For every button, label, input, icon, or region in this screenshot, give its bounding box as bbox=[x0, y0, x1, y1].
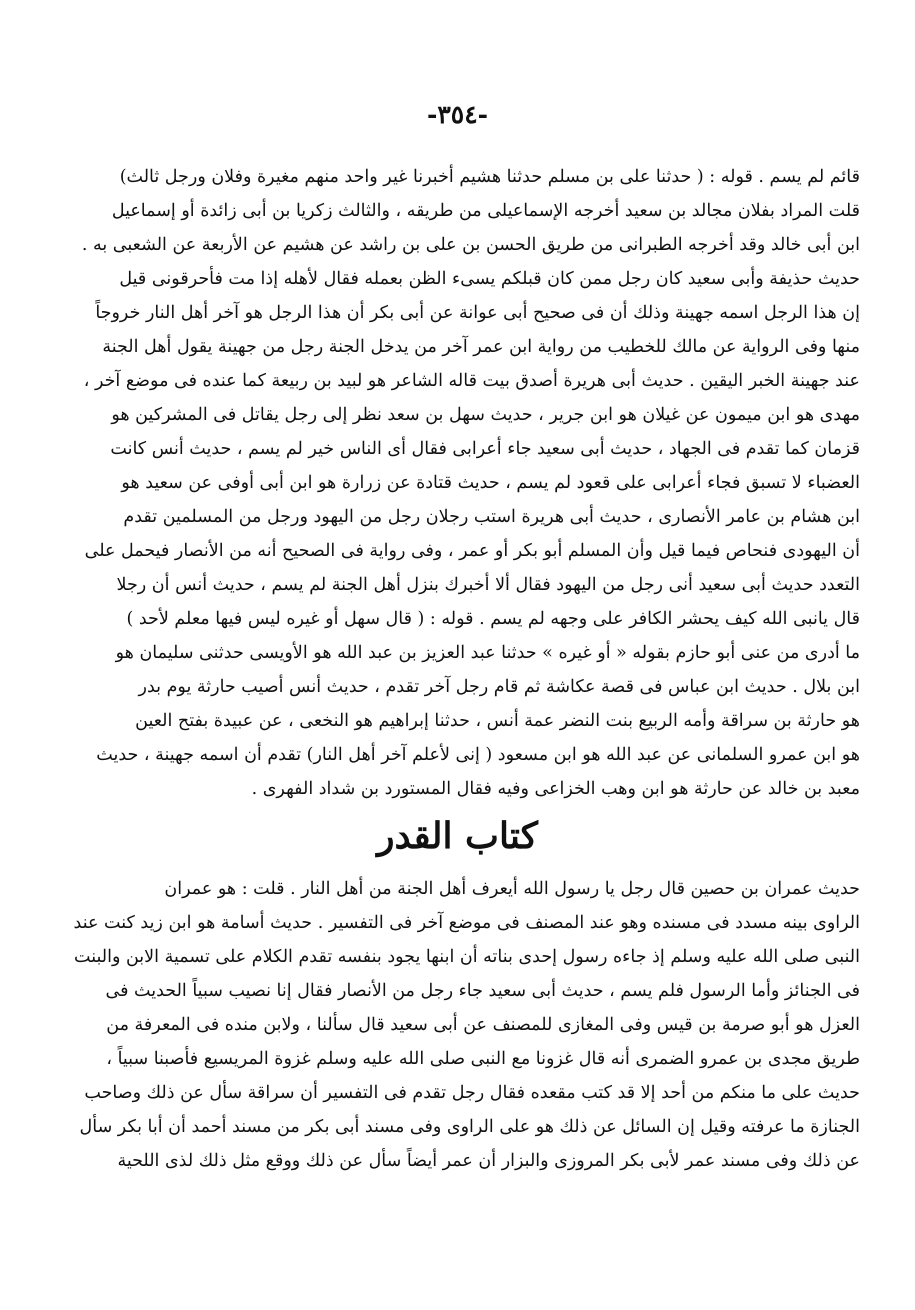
text-line: قلت المراد بفلان مجالد بن سعيد أخرجه الإسماعيلى من طريقه ، والثالث زكريا بن أبى زائدة أو إسماعيل bbox=[111, 201, 860, 221]
text-line: هو ابن عمرو السلمانى عن عبد الله هو ابن مسعود ( إنى لأعلم آخر أهل النار) تقدم أن اسمه جهينة ، حديث bbox=[96, 745, 860, 765]
text-line: عن ذلك وفى مسند عمر لأبى بكر المروزى والبزار أن عمر أيضاً سأل عن ذلك ووقع مثل ذلك لذى اللحية bbox=[117, 1151, 860, 1171]
text-block-chapter-body bbox=[60, 872, 860, 1178]
text-line: مهدى هو ابن ميمون عن غيلان هو ابن جرير ، حديث سهل بن سعد نظر إلى رجل يقاتل فى المشركين هو bbox=[111, 405, 860, 425]
chapter-title: كتاب القدر bbox=[377, 815, 538, 857]
text-line: إن هذا الرجل اسمه جهينة وذلك أن فى صحيح أبى عوانة عن أبى بكر أن هذا الرجل هو آخر أهل النار خروجاً bbox=[95, 303, 860, 323]
text-line: طريق مجدى بن عمرو الضمرى أنه قال غزونا مع النبى صلى الله عليه وسلم غزوة المريسيع فأصبنا سبياً ، bbox=[106, 1049, 860, 1069]
text-line: العضباء لا تسبق فجاء أعرابى على قعود لم يسم ، حديث قتادة عن زرارة هو ابن أبى أوفى عن سعيد هو bbox=[121, 473, 860, 493]
text-line: الراوى بينه مسدد فى مسنده وهو عند المصنف فى موضع آخر فى التفسير . حديث أسامة هو ابن زيد كنت عند bbox=[73, 913, 860, 933]
text-block-before-chapter bbox=[60, 160, 860, 806]
text-line: ابن بلال . حديث ابن عباس فى قصة عكاشة ثم قام رجل آخر تقدم ، حديث أنس أصيب حارثة يوم بدر bbox=[138, 677, 860, 697]
text-line: قزمان كما تقدم فى الجهاد ، حديث أبى سعيد جاء أعرابى فقال أى الناس خير لم يسم ، حديث أنس كانت bbox=[110, 439, 860, 459]
text-line: النبى صلى الله عليه وسلم إذ جاءه رسول إحدى بناته أن ابنها يجود بنفسه تقدم الكلام على تسمية الابن والبنت bbox=[74, 947, 860, 967]
text-line: حديث حذيفة وأبى سعيد كان رجل ممن كان قبلكم يسىء الظن بعمله فقال لأهله إذا مت فأحرقونى قيل bbox=[119, 269, 860, 289]
page-number: -٣٥٤- bbox=[426, 100, 489, 129]
text-line: ابن أبى خالد وقد أخرجه الطبرانى من طريق الحسن بن على بن راشد عن هشيم عن الأربعة عن الشعبى به . bbox=[81, 235, 860, 255]
text-line: التعدد حديث أبى سعيد أنى رجل من اليهود فقال ألا أخبرك بنزل أهل الجنة لم يسم ، حديث أنس أن رجلا bbox=[116, 575, 860, 595]
text-line: منها وفى الرواية عن مالك للخطيب من رواية ابن عمر آخر من يدخل الجنة رجل من جهينة يقول أهل الجنة bbox=[102, 337, 860, 357]
text-line: العزل هو أبو صرمة بن قيس وفى المغازى للمصنف عن أبى سعيد قال سألنا ، ولابن منده فى المعرفة من bbox=[106, 1015, 860, 1035]
text-line: فى الجنائز وأما الرسول فلم يسم ، حديث أبى سعيد جاء رجل من الأنصار فقال إنا نصيب سبياً الحديث فى bbox=[105, 981, 860, 1001]
text-line: حديث عمران بن حصين قال رجل يا رسول الله أيعرف أهل الجنة من أهل النار . قلت : هو عمران bbox=[164, 879, 860, 899]
text-line: الجنازة ما عرفته وقيل إن السائل عن ذلك هو على الراوى وفى مسند أبى بكر من مسند أحمد أن أبا بكر سأل bbox=[79, 1117, 860, 1137]
text-line: معبد بن خالد عن حارثة هو ابن وهب الخزاعى وفيه فقال المستورد بن شداد الفهرى . bbox=[251, 779, 860, 799]
text-line: قال يانبى الله كيف يحشر الكافر على وجهه لم يسم . قوله : ( قال سهل أو غيره ليس فيها معلم لأحد ) bbox=[126, 609, 860, 629]
text-line: أن اليهودى فنحاص فيما قيل وأن المسلم أبو بكر أو عمر ، وفى رواية فى الصحيح أنه من الأنصار فيحمل على bbox=[84, 541, 860, 561]
text-line: هو حارثة بن سراقة وأمه الربيع بنت النضر عمة أنس ، حدثنا إبراهيم هو النخعى ، عن عبيدة بفتح العين bbox=[135, 711, 860, 731]
text-line: ما أدرى من عنى أبو حازم بقوله « أو غيره » حدثنا عبد العزيز بن عبد الله هو الأويسى حدثنى سليمان هو bbox=[115, 643, 860, 663]
text-line: قائم لم يسم . قوله : ( حدثنا على بن مسلم حدثنا هشيم أخبرنا غير واحد منهم مغيرة وفلان ورجل ثالث) bbox=[119, 167, 860, 187]
text-line: ابن هشام بن عامر الأنصارى ، حديث أبى هريرة استب رجلان رجل من اليهود ورجل من المسلمين تقدم bbox=[123, 507, 860, 527]
text-line: عند جهينة الخبر اليقين . حديث أبى هريرة أصدق بيت قاله الشاعر هو لبيد بن ربيعة كما عنده فى موضع آخر ، bbox=[83, 371, 860, 391]
text-line: حديث على ما منكم من أحد إلا قد كتب مقعده فقال رجل تقدم فى التفسير أن سراقة سأل عن ذلك وصاحب bbox=[84, 1083, 860, 1103]
